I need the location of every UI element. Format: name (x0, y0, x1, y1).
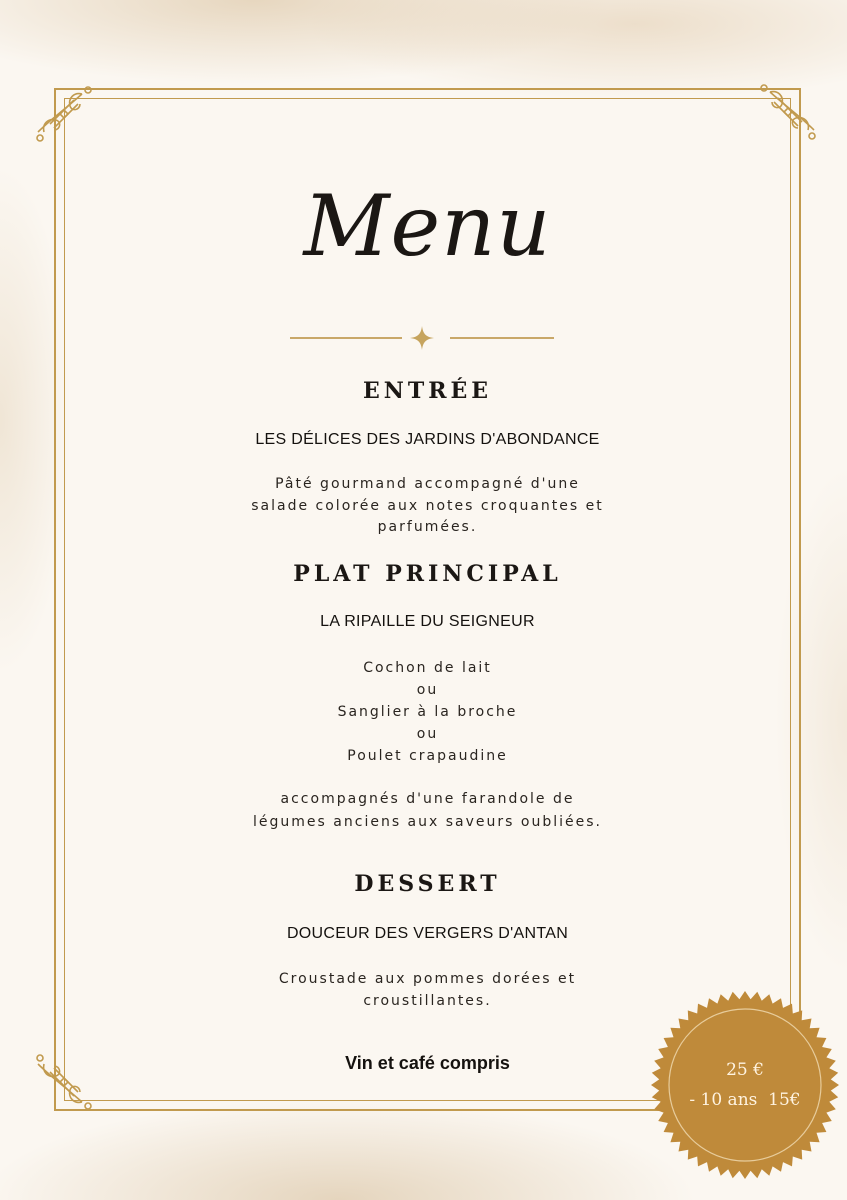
section-heading-plat-principal: PLAT PRINCIPAL (293, 561, 562, 587)
title-divider (290, 332, 554, 344)
dish-description-plat-principal: accompagnés d'une farandole de légumes anciens aux saveurs oubliées. (253, 791, 602, 830)
dish-name-plat-principal: LA RIPAILLE DU SEIGNEUR (320, 613, 535, 630)
section-heading-entree: ENTRÉE (362, 378, 493, 404)
diamond-star-icon (408, 324, 436, 352)
dish-description-dessert: Croustade aux pommes dorées et croustillantes. (278, 971, 577, 1009)
menu-title: Menu (303, 177, 552, 275)
price-adult: 25 € (726, 1060, 764, 1080)
corner-ornament-icon (752, 78, 822, 148)
dish-options-plat-principal: Cochon de lait ou Sanglier à la broche ou Poulet crapaudine (337, 660, 518, 764)
section-heading-dessert: DESSERT (354, 871, 501, 897)
dish-name-dessert: DOUCEUR DES VERGERS D'ANTAN (286, 925, 569, 942)
price-badge (650, 990, 840, 1180)
corner-ornament-icon (30, 80, 100, 150)
price-child: - 10 ans 15€ (689, 1090, 801, 1110)
dish-description-entree: Pâté gourmand accompagné d'une salade colorée aux notes croquantes et parfumées. (251, 476, 604, 535)
dish-name-entree: LES DÉLICES DES JARDINS D'ABONDANCE (255, 431, 600, 448)
footer-note: Vin et café compris (345, 1053, 510, 1073)
